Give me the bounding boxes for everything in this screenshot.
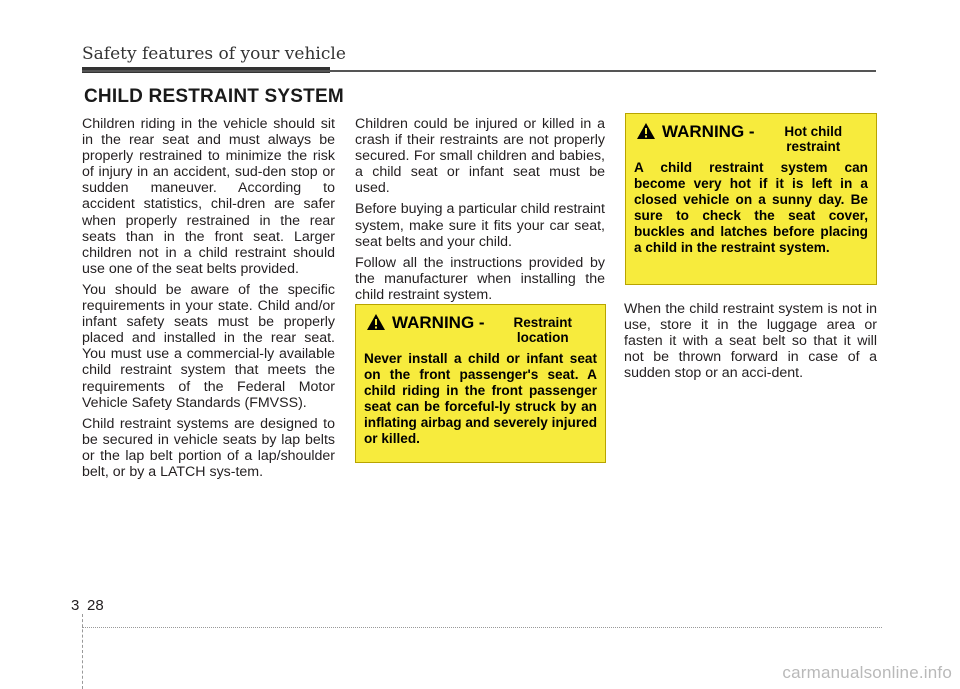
page-number: 28 — [87, 597, 104, 614]
warning-heading — [364, 313, 597, 345]
column-1 — [82, 116, 335, 485]
warning-box-restraint-location — [355, 304, 606, 463]
paragraph: Before buying a particular child restraint system, make sure it fits your car seat, seat belts and your child. — [355, 201, 605, 250]
watermark: carmanualsonline.info — [782, 663, 952, 682]
column-3 — [624, 301, 877, 386]
warning-text: Never install a child or infant seat on the front passenger's seat. A child riding in the front passenger seat can be forceful-ly struck by an inflating airbag and severely injured or killed. — [364, 351, 597, 446]
warning-box-hot-child-restraint — [625, 113, 877, 285]
paragraph: Children could be injured or killed in a crash if their restraints are not properly secured. For small children and babies, a child seat or infant seat must be used. — [355, 116, 605, 197]
paragraph: Follow all the instructions provided by the manufacturer when installing the child restraint system. — [355, 254, 605, 303]
column-2 — [355, 116, 605, 308]
footer-divider — [82, 614, 84, 689]
chapter-number: 3 — [71, 597, 80, 614]
warning-heading — [634, 122, 868, 154]
paragraph: When the child restraint system is not in use, store it in the luggage area or fasten it with a seat belt so that it will not be thrown forward in case of a sudden stop or an acci-dent. — [624, 301, 877, 382]
warning-label: WARNING - — [662, 122, 755, 141]
warning-text: A child restraint system can become very hot if it is left in a closed vehicle on a sunny day. Be sure to check the seat cover, buckles and latches before placing a child in the restraint system. — [634, 160, 868, 255]
warning-label: WARNING - — [392, 313, 485, 332]
warning-subtitle: Hot child restraint — [784, 124, 843, 154]
paragraph: Child restraint systems are designed to be secured in vehicle seats by lap belts or the lap belt portion of a lap/shoulder belt, or by a LATCH sys-tem. — [82, 415, 335, 480]
warning-subtitle: Restraint location — [513, 315, 573, 345]
paragraph: You should be aware of the specific requirements in your state. Child and/or infant safety seats must be properly placed and installed in the rear seat. You must use a commercial-ly available child restraint system that meets the requirements of the Federal Motor Vehicle Safety Standards (FMVSS). — [82, 281, 335, 411]
paragraph: Children riding in the vehicle should sit in the rear seat and must always be properly restrained to minimize the risk of injury in an accident, sud-den stop or sudden maneuver. According to accident statistics, chil-dren are safer when properly restrained in the rear seats than in the front seat. Larger children not in a child restraint should use one of the seat belts provided. — [82, 116, 335, 277]
footer-rule — [82, 627, 882, 628]
section-title: CHILD RESTRAINT SYSTEM — [84, 86, 344, 107]
running-header: Safety features of your vehicle — [82, 44, 346, 64]
warning-triangle-icon — [366, 313, 386, 331]
warning-triangle-icon — [636, 122, 656, 140]
header-rule — [82, 70, 876, 72]
